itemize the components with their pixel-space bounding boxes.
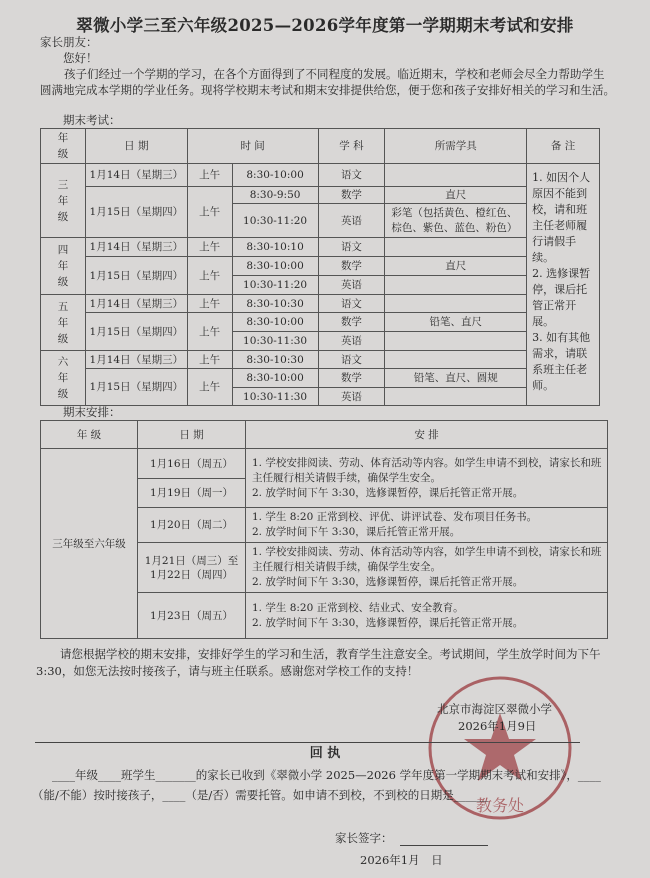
table-row <box>41 351 600 369</box>
subject-cell: 语文 <box>318 295 385 313</box>
tools-cell <box>385 295 527 313</box>
date-cell: 1月16日（周五） <box>138 449 246 479</box>
exam-section-label: 期末考试： <box>63 113 121 127</box>
header-date: 日 期 <box>138 421 246 449</box>
tools-cell <box>385 276 527 295</box>
period-cell: 上午 <box>187 164 232 187</box>
table-header-row <box>41 421 608 449</box>
grade-label: 四年级 <box>57 244 69 288</box>
parent-signature-label: 家长签字： <box>335 831 393 845</box>
arrangement-item: 1. 学校安排阅读、劳动、体育活动等内容，如学生申请不到校，请家长和班主任履行相关请假手续，确保学生安全。 <box>252 546 602 573</box>
table-row <box>41 164 600 187</box>
subject-cell: 英语 <box>318 388 385 406</box>
period-cell: 上午 <box>187 295 232 313</box>
tools-cell <box>385 388 527 406</box>
subject-cell: 语文 <box>318 164 385 187</box>
time-cell: 8:30-10:00 <box>232 313 318 332</box>
subject-cell: 英语 <box>318 332 385 351</box>
arrangement-cell <box>246 449 608 508</box>
date-cell: 1月19日（周一） <box>138 479 246 508</box>
header-tools: 所需学具 <box>385 129 527 164</box>
arrangement-item: 1. 学校安排阅读、劳动、体育活动等内容。如学生申请不到校，请家长和班主任履行相关请假手续，确保学生安全。 <box>252 456 602 484</box>
date-cell <box>138 508 246 543</box>
time-cell: 10:30-11:20 <box>232 276 318 295</box>
subject-cell: 英语 <box>318 204 385 238</box>
subject-cell: 语文 <box>318 238 385 257</box>
table-row <box>41 187 600 204</box>
header-grade: 年级 <box>57 132 69 160</box>
tools-cell <box>385 164 527 187</box>
note-item: 1. 如因个人原因不能到校，请和班主任老师履行请假手续。 <box>532 171 591 264</box>
receipt-date: 2026年1月 日 <box>360 853 443 867</box>
grade-cell <box>41 295 86 351</box>
period-cell: 上午 <box>187 238 232 257</box>
arrangement-item: 2. 放学时间下午 3:30，选修课暂停，课后托管正常开展。 <box>252 616 524 629</box>
date-cell: 1月14日（星期三） <box>85 164 187 187</box>
time-cell: 8:30-10:00 <box>232 164 318 187</box>
grade-label: 三年级 <box>57 178 69 223</box>
greeting: 家长朋友： <box>40 35 98 49</box>
date-cell: 1月15日（星期四） <box>85 313 187 351</box>
receipt-title: 回 执 <box>309 746 341 761</box>
date-cell: 1月15日（星期四） <box>85 257 187 295</box>
receipt-body: ____年级____班学生_______的家长已收到《翠微小学 2025—2026 学年度第一学期期末考试和安排》，____（能/不能）按时接孩子，____（是/否）需要托管。如申请不到校，不到校的日期是______ <box>32 768 601 802</box>
grade-cell <box>41 164 86 238</box>
date-line: 1月21日（周三）至 <box>144 554 239 567</box>
signature-date: 2026年1月9日 <box>458 719 537 733</box>
time-cell: 8:30-9:50 <box>232 187 318 204</box>
subject-cell: 英语 <box>318 276 385 295</box>
arrangement-cell <box>246 508 608 543</box>
tools-cell: 直尺 <box>385 257 527 276</box>
subject-cell: 数学 <box>318 313 385 332</box>
table-header-row <box>41 129 600 164</box>
date-cell <box>138 543 246 593</box>
header-subject: 学 科 <box>318 129 385 164</box>
arrangement-item: 2. 放学时间下午 3:30，课后托管正常开展。 <box>252 526 461 538</box>
subject-cell: 数学 <box>318 187 385 204</box>
table-row <box>41 449 608 479</box>
period-cell: 上午 <box>187 313 232 351</box>
note-item: 2. 选修课暂停，课后托管正常开展。 <box>532 267 591 328</box>
arrangement-section-label: 期末安排： <box>63 405 121 419</box>
period-cell: 上午 <box>187 257 232 295</box>
tools-cell <box>385 238 527 257</box>
intro-paragraph: 孩子们经过一个学期的学习，在各个方面得到了不同程度的发展。临近期末，学校和老师会尽全力帮助学生圆满地完成本学期的学业任务。现将学校期末考试和期末安排提供给您，便于您和孩子安排好相关的学习和生活。 <box>40 67 615 97</box>
closing-paragraph: 请您根据学校的期末安排，安排好学生的学习和生活，教育学生注意安全。考试期间，学生放学时间为下午 3:30，如您无法按时接孩子，请与班主任联系。感谢您对学校工作的支持！ <box>36 647 601 678</box>
grade-cell <box>41 351 86 406</box>
stamp-office: 教务处 <box>475 796 525 815</box>
table-row <box>41 238 600 257</box>
date-cell: 1月14日（星期三） <box>85 351 187 369</box>
time-cell: 10:30-11:20 <box>232 204 318 238</box>
exam-schedule-table <box>40 128 600 406</box>
subject-cell: 语文 <box>318 351 385 369</box>
time-cell: 8:30-10:10 <box>232 238 318 257</box>
date-cell: 1月15日（星期四） <box>85 369 187 406</box>
header-grade: 年 级 <box>41 421 138 449</box>
date-line: 1月23日（周五） <box>149 609 234 622</box>
tools-cell <box>385 351 527 369</box>
tools-cell: 铅笔、直尺、圆规 <box>385 369 527 388</box>
time-cell: 8:30-10:30 <box>232 295 318 313</box>
subject-cell: 数学 <box>318 257 385 276</box>
tools-cell <box>385 332 527 351</box>
grade-cell: 三年级至六年级 <box>41 449 138 639</box>
parent-signature-field[interactable] <box>400 845 488 846</box>
arrangement-item: 2. 放学时间下午 3:30，选修课暂停，课后托管正常开展。 <box>252 576 524 588</box>
time-cell: 8:30-10:00 <box>232 369 318 388</box>
time-cell: 8:30-10:30 <box>232 351 318 369</box>
arrangement-table <box>40 420 608 639</box>
hello: 您好！ <box>63 51 98 65</box>
date-cell: 1月14日（星期三） <box>85 238 187 257</box>
table-row <box>41 369 600 388</box>
signature-school: 北京市海淀区翠微小学 <box>437 702 552 716</box>
date-line: 1月22日（周四） <box>149 568 234 581</box>
note-item: 3. 如有其他需求，请联系班主任老师。 <box>532 331 591 392</box>
table-row <box>41 257 600 276</box>
date-cell <box>138 593 246 639</box>
period-cell: 上午 <box>187 187 232 238</box>
tools-cell: 彩笔（包括黄色、橙红色、棕色、紫色、蓝色、粉色） <box>385 204 527 238</box>
arrangement-item: 1. 学生 8:20 正常到校、评优、讲评试卷、发布项目任务书。 <box>252 511 538 523</box>
divider <box>35 742 580 743</box>
arrangement-item: 1. 学生 8:20 正常到校、结业式、安全教育。 <box>252 601 464 614</box>
arrangement-cell <box>246 543 608 593</box>
grade-label: 五年级 <box>57 300 69 345</box>
period-cell: 上午 <box>187 369 232 406</box>
page-title: 翠微小学三至六年级2025—2026学年度第一学期期末考试和安排 <box>76 16 574 35</box>
subject-cell: 数学 <box>318 369 385 388</box>
table-row <box>41 313 600 332</box>
header-notes: 备 注 <box>527 129 600 164</box>
tools-cell: 铅笔、直尺 <box>385 313 527 332</box>
grade-label: 六年级 <box>57 356 69 400</box>
date-line: 1月20日（周二） <box>149 519 234 531</box>
time-cell: 10:30-11:30 <box>232 332 318 351</box>
tools-cell: 直尺 <box>385 187 527 204</box>
date-cell: 1月14日（星期三） <box>85 295 187 313</box>
time-cell: 10:30-11:30 <box>232 388 318 406</box>
arrangement-cell <box>246 593 608 639</box>
grade-cell <box>41 238 86 295</box>
time-cell: 8:30-10:00 <box>232 257 318 276</box>
arrangement-item: 2. 放学时间下午 3:30，选修课暂停，课后托管正常开展。 <box>252 486 524 499</box>
notes-cell <box>527 164 600 406</box>
header-time: 时 间 <box>187 129 318 164</box>
header-date: 日 期 <box>85 129 187 164</box>
header-arrangement: 安 排 <box>246 421 608 449</box>
period-cell: 上午 <box>187 351 232 369</box>
date-cell: 1月15日（星期四） <box>85 187 187 238</box>
table-row <box>41 295 600 313</box>
